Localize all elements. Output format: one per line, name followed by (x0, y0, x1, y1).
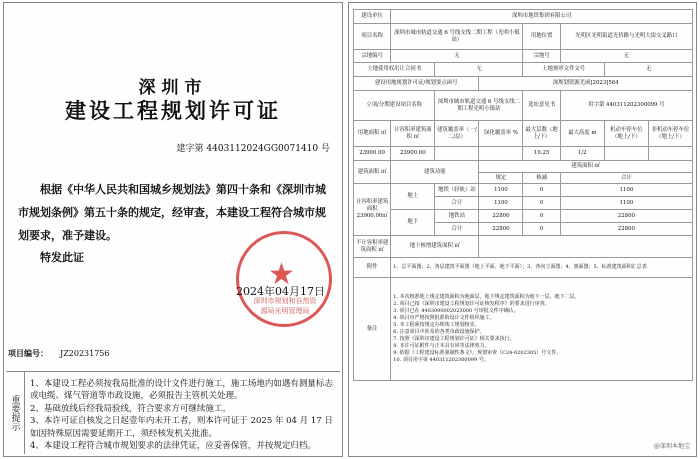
site-opinion-value: 用字第 440311202300099 号 (560, 91, 692, 121)
func-cell: 合计 (435, 197, 479, 210)
remark-item: 10. 项目用字第 440311202300099 号。 (393, 357, 489, 363)
note-item: 4、本建设工程符合城市规划要求的法律凭证，应妥善保管，并按规定归档。 (30, 441, 316, 452)
parcel-no-label: 宗地号 (523, 50, 560, 63)
value-cell: 22800 (560, 223, 692, 236)
metric-header: 用地面积 ㎡ (354, 121, 391, 147)
certificate-number: 建字第 4403112024GG0071410 号 (176, 144, 330, 154)
permit-detail-table (353, 9, 693, 381)
func-cell: 地铁站 (435, 210, 479, 223)
plan-letter-label: 建设用地规划许可证/规划要点函号 (354, 77, 479, 91)
note-item: 2、基础放线后经我局验线，符合要求方可继续施工。 (30, 403, 231, 414)
value-cell: 22800 (479, 223, 523, 236)
city-name: 深圳市 (138, 78, 208, 98)
sub-header: 规定 (479, 173, 523, 184)
area-header-span: 建筑面积 ㎡ (479, 161, 693, 173)
site-opinion-label: 选址意见书 (523, 91, 560, 121)
land-pre-label: 土地预审文件文号 (523, 63, 604, 77)
unit-label: 建设单位 (354, 10, 391, 24)
watermark: @深圳本地宝 (653, 443, 690, 450)
approval-label: 立项/分期建设项目名称 (354, 91, 435, 121)
unit-value: 深圳市地铁集团有限公司 (391, 10, 693, 24)
project-number-label: 项目编号： (8, 348, 48, 358)
issue-date: 2024年04月17日 (236, 285, 325, 298)
metric-header: 计容积率建筑面积 ㎡ (391, 121, 435, 147)
remark-item: 8. 本许可证附件与正本具有同等法律效力。 (393, 343, 490, 349)
project-name: 深圳市城市轨道交通 6 号线支线二期工程（光明小镇站） (391, 24, 523, 50)
note-item: 1、本建设工程必须按我局批准的设计文件进行施工，施工场地内如遇有测量标志或电缆、煤气管道等市政设施，必须报告主管机关处理。 (30, 379, 333, 402)
metric-value: 10.25 (523, 147, 560, 161)
func-cell: 合计 (435, 223, 479, 236)
project-name-label: 项目名称 (354, 24, 391, 50)
permit-title: 建设工程规划许可证 (65, 98, 281, 123)
metric-header: 最大层数（地上/下） (523, 121, 560, 147)
attach-value: 1、总平面图；2、各层建筑平面图（地上平面、地下平面）；3、各向立面图；4、剖面图；5、标准建筑面积汇总表 (391, 258, 693, 278)
metric-header: 绿化覆盖率 % (479, 121, 523, 147)
notes-list (30, 378, 338, 452)
remark-item: 5. 本工程须按规定办理竣工规划核实。 (393, 322, 480, 328)
above-label: 地上 (391, 184, 435, 210)
approval-value: 深圳市城市轨道交通 6 号线支线二期工程光明小镇站 (435, 91, 523, 121)
sub-header: 合计 (560, 173, 692, 184)
metric-value: 23900.00 (354, 147, 391, 161)
value-cell: 1100 (479, 184, 523, 197)
func-cell: 地铁（轻轨）站 (435, 184, 479, 197)
gfa-label: 计容积率建筑面积 23900.00㎡ (354, 184, 391, 236)
remark-item: 1. 本次核准地上规定建筑面积为地面层，地下规定建筑面积为地下一层，地下二层。 (393, 294, 580, 300)
value-cell: 1100 (560, 197, 692, 210)
value-cell: 0 (523, 223, 560, 236)
below-label: 地下 (391, 210, 435, 236)
remark-item: 3. 项目已在 4403090002023000 号审批文件中确认。 (393, 308, 519, 314)
metric-header: 非机动车停车位（地上/下） (648, 121, 692, 147)
value-cell: 1100 (479, 197, 523, 210)
permit-detail-page (348, 2, 697, 457)
permit-front-page (3, 2, 343, 457)
issue-statement: 特发此证 (40, 251, 84, 264)
value-cell: 0 (523, 184, 560, 197)
seal-text: 深圳市规划和自然资源局光明管理局 (253, 297, 317, 315)
value-cell: 0 (523, 197, 560, 210)
attach-label: 附件 (354, 258, 391, 278)
land-contract-label: 土地使用权出让合同书 (354, 63, 435, 77)
parcel-no-value: 无 (560, 50, 692, 63)
official-seal (236, 231, 332, 327)
metric-value (604, 147, 648, 161)
project-number-row (8, 348, 109, 359)
metric-value (648, 147, 692, 161)
remark-label: 备注 (354, 278, 391, 381)
metric-header: 最大高度 m (560, 121, 604, 147)
permit-body-text: 根据《中华人民共和国城乡规划法》第四十条和《深圳市城市规划条例》第五十条的规定，经审查，本建设工程符合城市规划要求，准予建设。 (18, 183, 326, 242)
sub-header: 核减 (523, 173, 560, 184)
metric-header: 建筑覆盖率（一/二/层） (435, 121, 479, 147)
under-core-label: 地下核增建筑面积 ㎡ (391, 236, 479, 258)
remark-item: 4. 项目应严格按照批准的设计文件组织施工。 (393, 315, 495, 321)
project-number: JZ20231756 (60, 349, 110, 358)
important-notes (6, 371, 340, 454)
notes-label: 重要提示 (6, 372, 25, 454)
value-cell: 0 (523, 210, 560, 223)
land-pre-value: 无 (604, 63, 692, 77)
plan-letter-value: 深规划资源光函[2023]564 (479, 77, 693, 91)
remark-list (391, 278, 693, 381)
location-label: 用地位置 (523, 24, 560, 50)
remark-item: 7. 按照《深圳市建设工程规划许可证》相关要求执行。 (393, 336, 515, 342)
metric-value: 1/2 (560, 147, 604, 161)
non-gfa-label: 不计容积率建筑面积 ㎡ (354, 236, 391, 258)
value-cell: 22800 (560, 210, 692, 223)
land-contract-value: 无 (435, 63, 523, 77)
value-cell: 1100 (560, 184, 692, 197)
seal-star-icon: ★ (268, 257, 295, 292)
parcel-label: 宗地编号 (354, 50, 391, 63)
remark-item: 6. 注意项目中涉及的各类市政设施保护。 (393, 329, 485, 335)
remark-item: 9. 依据《工程建设标准强制性条文》，规划审查（C24-0202305）号文件。 (393, 350, 562, 356)
metric-value (479, 147, 523, 161)
metric-value: 23900.00 (391, 147, 435, 161)
function-header: 建筑功能 (391, 161, 479, 184)
note-item: 3、本许可证自核发之日起壹年内未开工者，则本许可证于 2025 年 04 月 17 日如因特殊原因需要延期开工，须经核发机关批准。 (30, 416, 333, 439)
remark-item: 2. 项目已按《深圳市建设工程规划许可证核发程序》的要求进行审查。 (393, 301, 550, 307)
location-value: 光明区光明街道光侨路与光明大街交叉路口 (560, 24, 692, 50)
metric-header: 机动车停车位（地上/下） (604, 121, 648, 147)
area-header: 建筑面积 ㎡ (354, 161, 391, 184)
value-cell: 22800 (479, 210, 523, 223)
metric-value (435, 147, 479, 161)
parcel-value: 无 (391, 50, 523, 63)
